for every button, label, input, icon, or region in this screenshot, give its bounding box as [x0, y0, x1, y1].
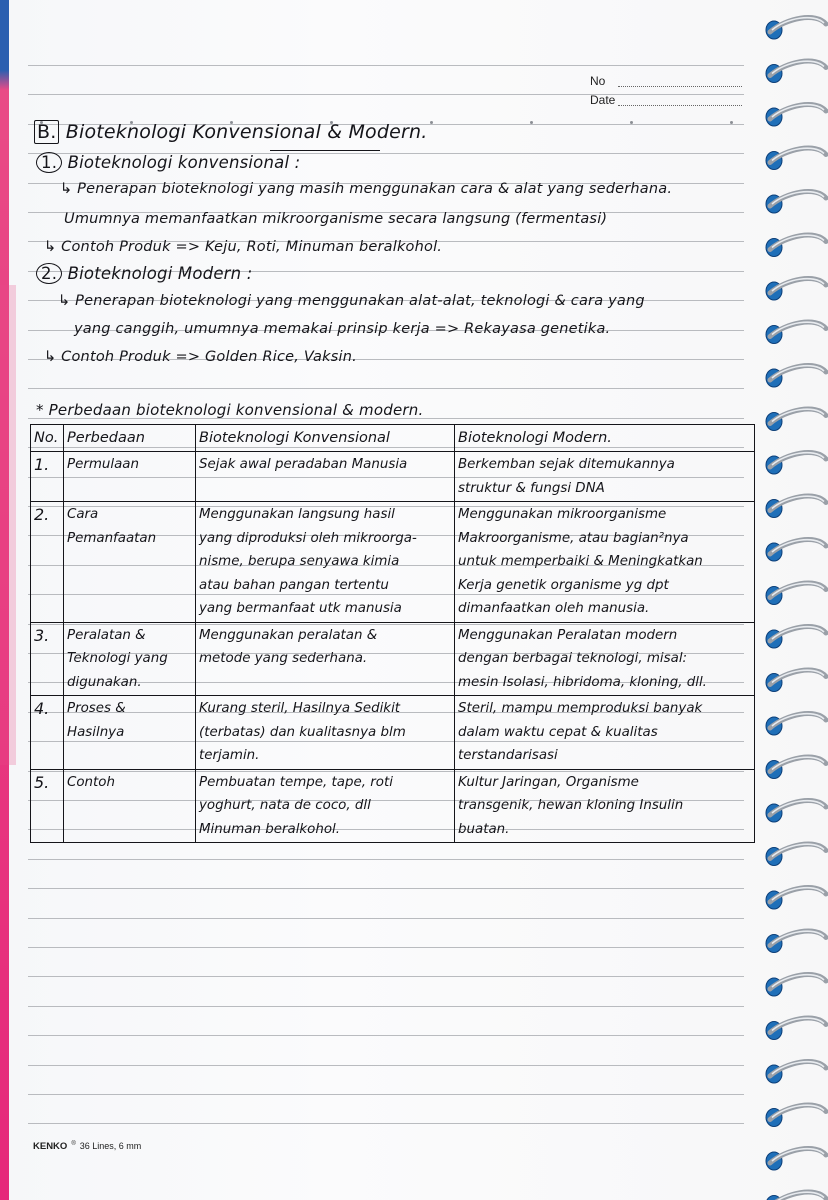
comparison-table: [30, 424, 755, 843]
ruled-line: [28, 388, 744, 389]
row-modern-line: untuk memperbaiki & Meningkatkan: [458, 554, 703, 569]
row-modern: [455, 622, 755, 696]
row-aspect-line: Pemanfaatan: [67, 530, 157, 546]
spiral-coil: [766, 322, 826, 343]
row-conventional-line: Kurang steril, Hasilnya Sedikit: [199, 701, 401, 716]
row-modern-line: Menggunakan Peralatan modern: [458, 627, 678, 643]
notebook-divider-tab: [0, 285, 16, 765]
ruled-line: [28, 976, 744, 977]
row-modern-line: dalam waktu cepat & kualitas: [458, 724, 658, 740]
row-modern: [455, 502, 755, 623]
item-1-title: Bioteknologi konvensional :: [67, 153, 301, 172]
header-conventional: Bioteknologi Konvensional: [196, 425, 455, 452]
date-field-line: [618, 105, 742, 106]
row-modern-line: buatan.: [458, 821, 510, 837]
item-1-number: 1.: [36, 152, 62, 173]
row-number: 2.: [31, 502, 64, 623]
ruled-dot: [630, 121, 633, 124]
spiral-coil: [766, 627, 826, 648]
spiral-coil: [766, 1149, 826, 1170]
spiral-coil: [766, 1105, 826, 1126]
spiral-coil: [766, 18, 826, 39]
table-caption: * Perbedaan bioteknologi konvensional & modern.: [36, 401, 424, 419]
spiral-coil: [766, 366, 826, 387]
page-footer: [33, 1141, 141, 1152]
row-conventional-line: yang bermanfaat utk manusia: [199, 601, 402, 616]
spiral-coil: [766, 148, 826, 169]
row-aspect: [64, 502, 196, 623]
ruled-line: [28, 65, 744, 66]
row-conventional-line: (terbatas) dan kualitasnya blm: [199, 724, 406, 740]
item-1-example: ↳ Contoh Produk => Keju, Roti, Minuman beralkohol.: [44, 239, 443, 255]
row-number: 1.: [31, 452, 64, 502]
row-aspect: [64, 696, 196, 770]
ruled-line: [28, 1065, 744, 1066]
table-row: [31, 622, 755, 696]
table-row: [31, 696, 755, 770]
row-aspect-line: Permulaan: [67, 457, 139, 472]
footer-registered: ®: [71, 1141, 76, 1147]
spiral-coil: [766, 931, 826, 952]
row-modern-line: Kultur Jaringan, Organisme: [458, 774, 639, 790]
spiral-coil: [766, 975, 826, 996]
spiral-coil: [766, 540, 826, 561]
item-1-definition-line-1: ↳ Penerapan bioteknologi yang masih menggunakan cara & alat yang sederhana.: [60, 181, 673, 197]
row-conventional-line: Pembuatan tempe, tape, roti: [199, 774, 393, 790]
section-heading: [34, 123, 428, 142]
row-conventional-line: metode yang sederhana.: [199, 651, 368, 666]
ruled-line: [28, 918, 744, 919]
row-aspect-line: Teknologi yang: [67, 651, 168, 666]
row-conventional-line: Sejak awal peradaban Manusia: [199, 457, 408, 472]
row-aspect-line: Cara: [67, 507, 99, 522]
row-conventional-line: terjamin.: [199, 748, 260, 763]
row-conventional: [196, 502, 455, 623]
spiral-coil: [766, 844, 826, 865]
table-header-row: [31, 425, 755, 452]
title-underline: [270, 150, 380, 151]
footer-brand: KENKO: [33, 1141, 68, 1152]
table-row: [31, 502, 755, 623]
footer-spec: 36 Lines, 6 mm: [79, 1141, 142, 1151]
spiral-coil: [766, 670, 826, 691]
row-aspect: [64, 622, 196, 696]
date-label: Date: [590, 93, 616, 107]
item-1-heading: [36, 155, 300, 172]
spiral-coil: [766, 1018, 826, 1039]
ruled-line: [28, 1094, 744, 1095]
spiral-coil: [766, 1062, 826, 1083]
spiral-coil: [766, 1192, 826, 1200]
ruled-dot: [430, 121, 433, 124]
ruled-line: [28, 947, 744, 948]
header-no: No.: [31, 425, 64, 452]
spiral-coil: [766, 409, 826, 430]
item-2-heading: [36, 266, 253, 283]
row-conventional-line: Menggunakan langsung hasil: [199, 507, 395, 522]
row-number: 3.: [31, 622, 64, 696]
item-2-definition-line-2: yang canggih, umumnya memakai prinsip kerja => Rekayasa genetika.: [74, 321, 611, 337]
row-modern-line: mesin Isolasi, hibridoma, kloning, dll.: [458, 674, 707, 690]
row-aspect: [64, 452, 196, 502]
item-2-definition-line-1: ↳ Penerapan bioteknologi yang menggunakan alat-alat, teknologi & cara yang: [58, 293, 645, 309]
spiral-coil: [766, 757, 826, 778]
ruled-dot: [530, 121, 533, 124]
row-conventional-line: yang diproduksi oleh mikroorga-: [199, 530, 417, 546]
row-aspect-line: Contoh: [67, 774, 115, 790]
row-modern-line: Steril, mampu memproduksi banyak: [458, 701, 703, 716]
row-conventional: [196, 696, 455, 770]
row-modern-line: dengan berbagai teknologi, misal:: [458, 651, 688, 666]
no-field-line: [618, 86, 742, 87]
ruled-line: [28, 888, 744, 889]
row-modern-line: dimanfaatkan oleh manusia.: [458, 601, 650, 616]
row-conventional: [196, 452, 455, 502]
item-2-example: ↳ Contoh Produk => Golden Rice, Vaksin.: [44, 349, 357, 365]
item-1-definition-line-2: Umumnya memanfaatkan mikroorganisme secara langsung (fermentasi): [64, 211, 608, 227]
spiral-coil: [766, 235, 826, 256]
row-conventional-line: atau bahan pangan tertentu: [199, 577, 389, 593]
row-modern: [455, 696, 755, 770]
ruled-line: [28, 859, 744, 860]
ruled-line: [28, 1006, 744, 1007]
ruled-line: [28, 1123, 744, 1124]
ruled-line: [28, 94, 744, 95]
spiral-coil: [766, 496, 826, 517]
item-2-title: Bioteknologi Modern :: [67, 264, 253, 283]
spiral-coil: [766, 279, 826, 300]
spiral-coil: [766, 583, 826, 604]
table-row: [31, 769, 755, 843]
row-modern-line: struktur & fungsi DNA: [458, 480, 605, 496]
row-modern: [455, 452, 755, 502]
row-aspect-line: Hasilnya: [67, 724, 125, 740]
row-aspect-line: Peralatan &: [67, 627, 146, 643]
spiral-coil: [766, 714, 826, 735]
row-aspect-line: digunakan.: [67, 674, 142, 690]
spiral-coil: [766, 61, 826, 82]
row-modern-line: Kerja genetik organisme yg dpt: [458, 577, 669, 593]
row-modern-line: transgenik, hewan kloning Insulin: [458, 798, 684, 813]
table-body: [31, 452, 755, 843]
section-number: B.: [34, 120, 59, 144]
row-aspect: [64, 769, 196, 843]
spiral-coil: [766, 192, 826, 213]
header-aspect: Perbedaan: [64, 425, 196, 452]
row-number: 4.: [31, 696, 64, 770]
spiral-coil: [766, 801, 826, 822]
header-modern: Bioteknologi Modern.: [455, 425, 755, 452]
row-modern-line: Berkemban sejak ditemukannya: [458, 457, 675, 472]
spiral-coil: [766, 105, 826, 126]
row-number: 5.: [31, 769, 64, 843]
row-modern: [455, 769, 755, 843]
row-modern-line: Menggunakan mikroorganisme: [458, 507, 667, 522]
row-conventional-line: yoghurt, nata de coco, dll: [199, 798, 371, 813]
section-title: Bioteknologi Konvensional & Modern.: [65, 121, 428, 143]
row-modern-line: terstandarisasi: [458, 748, 558, 763]
row-conventional-line: Minuman beralkohol.: [199, 821, 341, 837]
ruled-dot: [730, 121, 733, 124]
spiral-coil: [766, 888, 826, 909]
row-conventional: [196, 622, 455, 696]
row-conventional: [196, 769, 455, 843]
row-modern-line: Makroorganisme, atau bagian²nya: [458, 530, 689, 546]
table-row: [31, 452, 755, 502]
spiral-binding: [756, 0, 828, 1200]
item-2-number: 2.: [36, 263, 62, 284]
no-label: No: [590, 74, 606, 88]
row-conventional-line: Menggunakan peralatan &: [199, 627, 378, 643]
row-conventional-line: nisme, berupa senyawa kimia: [199, 554, 400, 569]
spiral-coil: [766, 453, 826, 474]
row-aspect-line: Proses &: [67, 701, 126, 716]
ruled-line: [28, 1035, 744, 1036]
